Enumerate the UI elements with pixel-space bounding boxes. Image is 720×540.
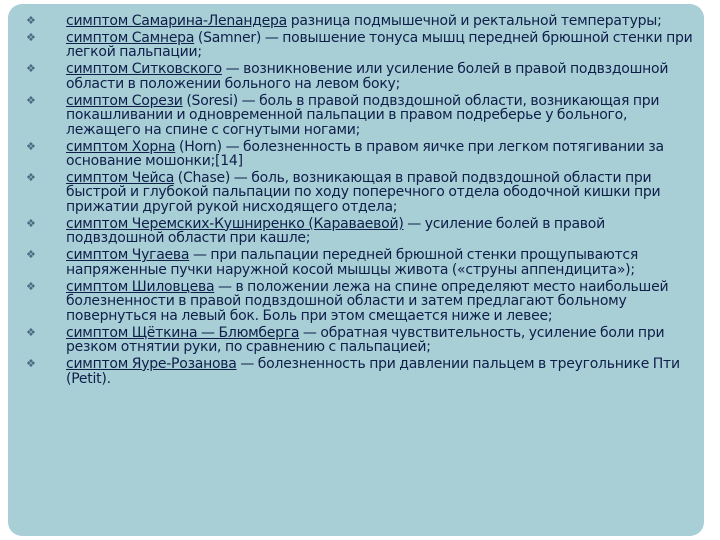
symptom-description: — болезненность при давлении пальцем в треугольнике Пти (Petit). [66, 355, 680, 387]
diamond-bullet-icon: ❖ [26, 216, 36, 230]
list-item [14, 94, 698, 138]
diamond-bullet-icon: ❖ [26, 30, 36, 44]
symptom-description: — усиление болей в правой подвздошной области при кашле; [66, 215, 605, 247]
symptom-description: — при пальпации передней брюшной стенки прощупываются напряженные пучки наружной косой мышцы живота («струны аппендицита»); [66, 247, 639, 278]
symptom-description: разница подмышечной и ректальной температуры; [287, 13, 662, 29]
list-item [14, 14, 698, 29]
list-item [14, 140, 698, 169]
diamond-bullet-icon: ❖ [26, 139, 36, 153]
symptom-link[interactable]: симптом Сорези [66, 92, 183, 109]
list-item [14, 217, 698, 246]
list-item [14, 31, 698, 60]
diamond-bullet-icon: ❖ [26, 248, 36, 262]
diamond-bullet-icon: ❖ [26, 93, 36, 107]
diamond-bullet-icon: ❖ [26, 14, 36, 27]
symptom-description: (Samner) — повышение тонуса мышц передней брюшной стенки при легкой пальпации; [66, 29, 693, 61]
symptom-link[interactable]: симптом Ситковского [66, 61, 222, 78]
symptom-link[interactable]: симптом Черемских-Кушниренко (Караваевой) [66, 215, 404, 232]
symptom-link[interactable]: симптом Самнера [66, 29, 195, 46]
diamond-bullet-icon: ❖ [26, 170, 36, 184]
symptom-description: (Horn) — болезненность в правом яичке при легком потягивании за основание мошонки;[14] [66, 138, 664, 170]
list-item [14, 248, 698, 277]
symptom-link[interactable]: симптом Хорна [66, 138, 176, 155]
symptom-link[interactable]: симптом Самарина-Лenандера [66, 13, 288, 29]
symptom-description: — обратная чувствительность, усиление боли при резком отнятии руки, по сравнению с пальпацией; [66, 324, 665, 356]
diamond-bullet-icon: ❖ [26, 62, 36, 76]
list-item [14, 357, 698, 386]
symptom-list [14, 14, 698, 388]
symptom-description: (Soresi) — боль в правой подвздошной области, возникающая при покашливании и одновременной пальпации в правом подреберье у больного, лежащего на спине с согнутыми ногами; [66, 92, 660, 138]
list-item [14, 62, 698, 91]
list-item [14, 171, 698, 215]
list-item [14, 280, 698, 324]
symptom-link[interactable]: симптом Щёткина — Блюмберга [66, 324, 300, 341]
diamond-bullet-icon: ❖ [26, 279, 36, 293]
slide-panel [8, 4, 704, 536]
diamond-bullet-icon: ❖ [26, 356, 36, 370]
diamond-bullet-icon: ❖ [26, 325, 36, 339]
symptom-link[interactable]: симптом Чейса [66, 169, 175, 186]
symptom-description: — в положении лежа на спине определяют место наибольшей болезненности в правой подвздошной области и затем предлагают больному повернуться на левый бок. Боль при этом смещается ниже и левее; [66, 278, 669, 324]
symptom-link[interactable]: симптом Шиловцева [66, 278, 215, 295]
symptom-description: — возникновение или усиление болей в правой подвздошной области в положении больного на левом боку; [66, 61, 669, 92]
symptom-link[interactable]: симптом Чугаева [66, 247, 190, 264]
symptom-description: (Chase) — боль, возникающая в правой подвздошной области при быстрой и глубокой пальпации по ходу поперечного отдела ободочной кишки при прижатии другой рукой нисходящего отдела; [66, 169, 661, 216]
symptom-link[interactable]: симптом Яуре-Розанова [66, 355, 237, 372]
list-item [14, 326, 698, 355]
